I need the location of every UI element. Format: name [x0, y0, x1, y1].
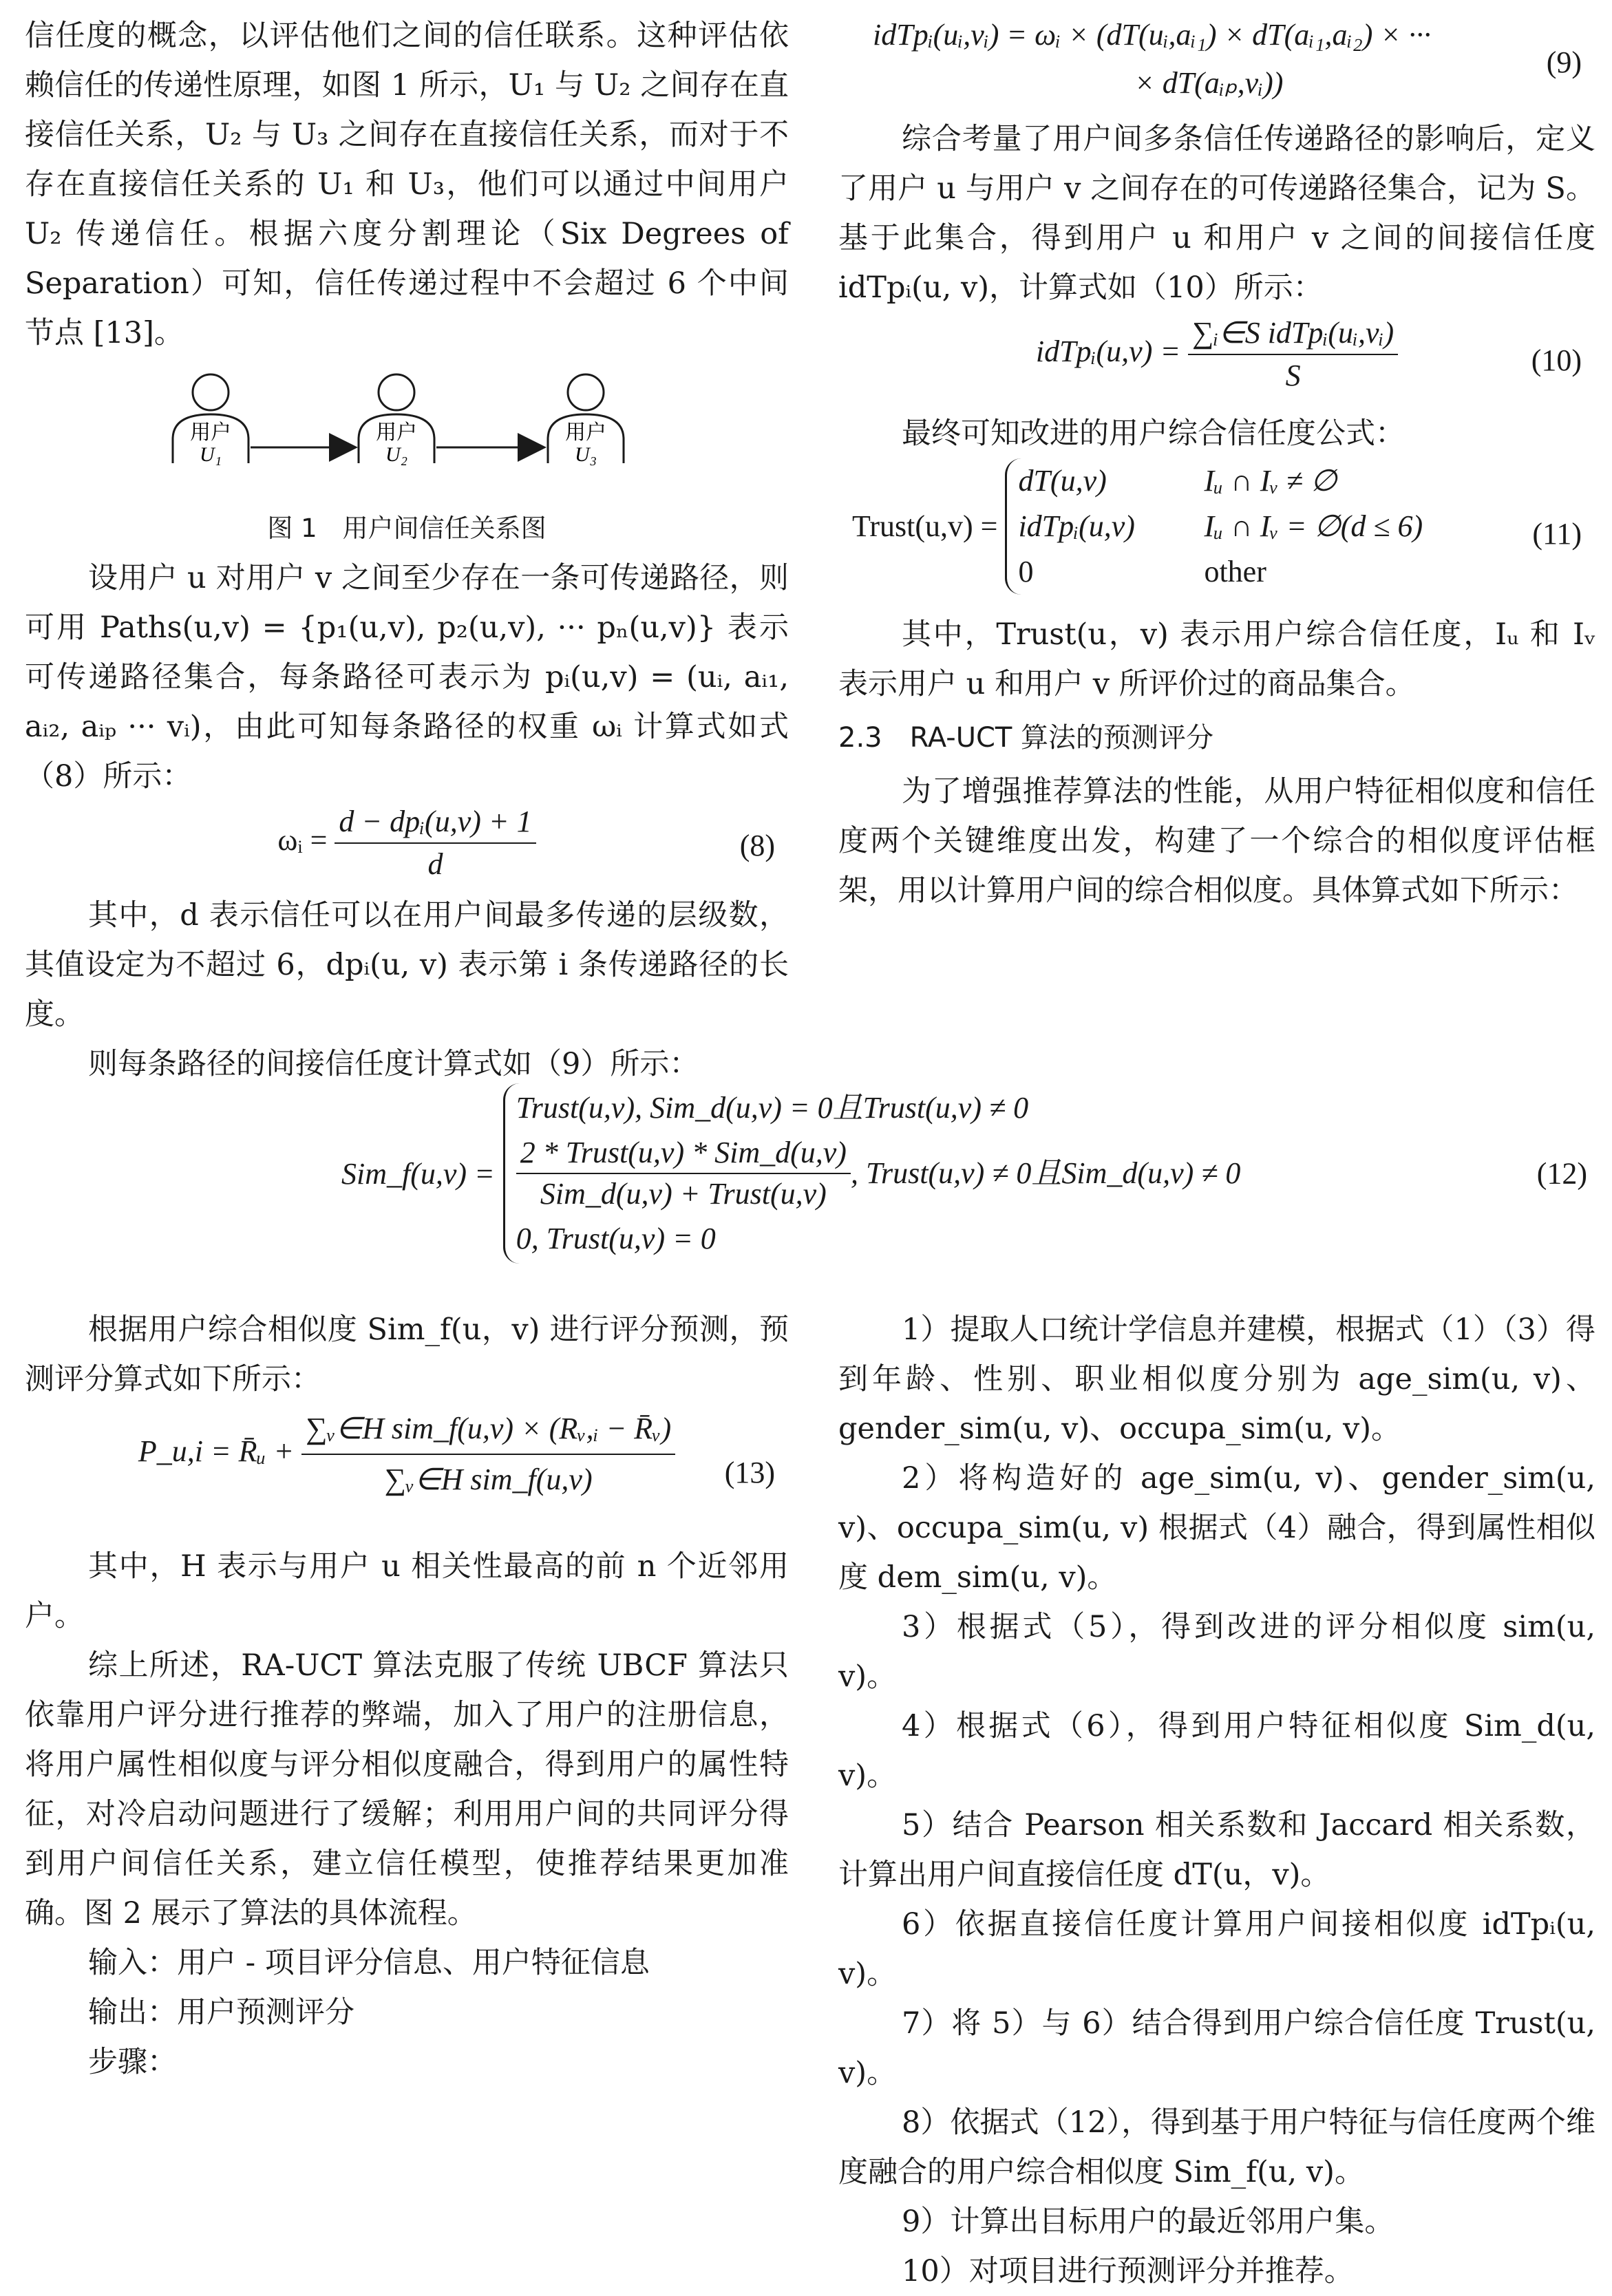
eq-numerator: d − dpᵢ(u,v) + 1: [335, 801, 535, 844]
equation-11: [838, 458, 1595, 610]
output-line: 输出：用户预测评分: [88, 1995, 354, 2030]
eq-denominator: Sim_d(u,v) + Trust(u,v): [540, 1177, 827, 1211]
equation-13: [25, 1404, 789, 1542]
equation-9: [838, 11, 1595, 114]
node-label: 用户: [565, 421, 606, 445]
eq-lhs: idTpᵢ(u,v) =: [1035, 334, 1181, 369]
node-label: 用户: [376, 421, 417, 445]
node-sub: U₂: [385, 443, 408, 466]
eq-numerator: 2 * Trust(u,v) * Sim_d(u,v): [516, 1133, 851, 1174]
node-label: 用户: [190, 421, 231, 445]
eq-cases: [503, 1083, 1241, 1264]
node-sub: U₁: [199, 443, 222, 466]
step-item: 9）计算出目标用户的最近邻用户集。: [902, 2204, 1394, 2239]
equation-10: [838, 312, 1595, 409]
step-item: 10）对项目进行预测评分并推荐。: [902, 2254, 1354, 2288]
eq-numerator: ∑ᵢ∈S idTpᵢ(uᵢ,vᵢ): [1188, 312, 1398, 355]
step-item: 5）结合 Pearson 相关系数和 Jaccard 相关系数，计算出用户间直接信任度 dT(u，v)。: [838, 1808, 1595, 1892]
eq-lhs: P_u,i = R̄ᵤ +: [138, 1434, 295, 1469]
eq-fraction: [1188, 312, 1398, 396]
paragraph: 其中，d 表示信任可以在用户间最多传递的层级数，其值设定为不超过 6，dpᵢ(u, v) 表示第 i 条传递路径的长度。: [25, 898, 789, 1032]
equation-number: (13): [724, 1456, 775, 1489]
figure-caption: 图 1 用户间信任关系图: [267, 513, 547, 543]
eq-line: idTpᵢ(uᵢ,vᵢ) = ωᵢ × (dT(uᵢ,aᵢ₁) × dT(aᵢ₁,aᵢ₂) × ···: [873, 18, 1432, 52]
equation-number: (10): [1531, 343, 1582, 377]
paragraph: 其中，Trust(u，v) 表示用户综合信任度，Iᵤ 和 Iᵥ 表示用户 u 和用户 v 所评价过的商品集合。: [838, 617, 1595, 701]
case-cond: other: [1204, 555, 1266, 588]
case-expr: 0: [1018, 555, 1034, 588]
paragraph: 则每条路径的间接信任度计算式如（9）所示：: [88, 1047, 699, 1081]
equation-12: [25, 1060, 1601, 1287]
step-item: 8）依据式（12），得到基于用户特征与信任度两个维度融合的用户综合相似度 Sim_f(u, v)。: [838, 2105, 1595, 2189]
eq-denominator: d: [427, 847, 443, 881]
eq-lhs: ωᵢ =: [277, 823, 328, 858]
case-cond: , Trust(u,v) ≠ 0且Sim_d(u,v) ≠ 0: [850, 1156, 1241, 1190]
equation-number: (8): [739, 829, 775, 862]
paragraph: 最终可知改进的用户综合信任度公式：: [902, 416, 1405, 451]
eq-fraction: [301, 1404, 675, 1505]
equation-number: (11): [1532, 517, 1582, 551]
case-expr: idTpᵢ(u,v): [1018, 509, 1135, 543]
right-column-bottom: [838, 1305, 1595, 2296]
trust-relation-figure: [25, 370, 789, 508]
left-column-top: [25, 11, 789, 1089]
eq-lhs: Sim_f(u,v) =: [341, 1156, 495, 1191]
case-cond: Iᵤ ∩ Iᵥ = ∅(d ≤ 6): [1204, 509, 1423, 543]
equation-number: (9): [1546, 45, 1582, 79]
paragraph: 其中，H 表示与用户 u 相关性最高的前 n 个近邻用户。: [25, 1549, 789, 1633]
eq-numerator: ∑ᵥ∈H sim_f(u,v) × (Rᵥ,ᵢ − R̄ᵥ): [301, 1404, 675, 1455]
section-heading: 2.3 RA-UCT 算法的预测评分: [838, 722, 1214, 754]
eq-fraction: [335, 801, 535, 885]
case-cond: Iᵤ ∩ Iᵥ ≠ ∅: [1204, 464, 1337, 498]
case-expr: dT(u,v): [1018, 464, 1107, 498]
equation-number: (12): [1536, 1156, 1587, 1191]
paragraph: 为了增强推荐算法的性能，从用户特征相似度和信任度两个关键维度出发，构建了一个综合的相似度评估框架，用以计算用户间的综合相似度。具体算式如下所示：: [838, 774, 1595, 908]
eq-denominator: ∑ᵥ∈H sim_f(u,v): [384, 1463, 593, 1496]
step-item: 1）提取人口统计学信息并建模，根据式（1）（3）得到年龄、性别、职业相似度分别为 age_sim(u, v)、gender_sim(u, v)、occupa_sim(u, v)。: [838, 1312, 1595, 1446]
left-column-bottom: [25, 1305, 789, 2087]
node-sub: U₃: [574, 443, 597, 466]
step-item: 4）根据式（6），得到用户特征相似度 Sim_d(u, v)。: [838, 1709, 1595, 1793]
paragraph: 综上所述，RA-UCT 算法克服了传统 UBCF 算法只依靠用户评分进行推荐的弊端，加入了用户的注册信息，将用户属性相似度与评分相似度融合，得到用户的属性特征，对冷启动问题进行了缓解；利用用户间的共同评分得到用户间信任关系，建立信任模型，使推荐结果更加准确。图 2 展示了算法的具体流程。: [25, 1648, 789, 1931]
case-line: 0, Trust(u,v) = 0: [516, 1222, 716, 1255]
paragraph: 信任度的概念，以评估他们之间的信任联系。这种评估依赖信任的传递性原理，如图 1 所示，U₁ 与 U₂ 之间存在直接信任关系，U₂ 与 U₃ 之间存在直接信任关系，而对于不存在直接信任关系的 U₁ 和 U₃，他们可以通过中间用户 U₂ 传递信任。根据六度分割理论（Six Degrees of Separation）可知，信任传递过程中不会超过 6 个中间节点 [13]。: [25, 19, 789, 350]
eq-line: × dT(aᵢₚ,vᵢ)): [1134, 66, 1284, 100]
step-item: 6）依据直接信任度计算用户间接相似度 idTpᵢ(u, v)。: [838, 1907, 1595, 1991]
eq-denominator: S: [1285, 359, 1301, 392]
paragraph: 综合考量了用户间多条信任传递路径的影响后，定义了用户 u 与用户 v 之间存在的可传递路径集合，记为 S。基于此集合，得到用户 u 和用户 v 之间的间接信任度 idTpᵢ(u, v)，计算式如（10）所示：: [838, 122, 1595, 305]
step-item: 3）根据式（5），得到改进的评分相似度 sim(u, v)。: [838, 1610, 1595, 1694]
right-column-top: [838, 11, 1595, 915]
equation-8: [25, 801, 789, 891]
input-line: 输入：用户 - 项目评分信息、用户特征信息: [88, 1946, 650, 1980]
step-item: 7）将 5）与 6）结合得到用户综合信任度 Trust(u, v)。: [838, 2006, 1595, 2090]
trust-diagram: [25, 370, 789, 508]
eq-fraction: [516, 1133, 851, 1214]
case-line: Trust(u,v), Sim_d(u,v) = 0且Trust(u,v) ≠ 0: [516, 1091, 1029, 1125]
eq-cases: [1005, 458, 1423, 595]
steps-label: 步骤：: [88, 2045, 177, 2079]
paragraph: 根据用户综合相似度 Sim_f(u，v) 进行评分预测，预测评分算式如下所示：: [25, 1312, 789, 1396]
paragraph: 设用户 u 对用户 v 之间至少存在一条可传递路径，则可用 Paths(u,v) = {p₁(u,v), p₂(u,v), ··· pₙ(u,v)} 表示可传递路径集合，每条路径可表示为 pᵢ(u,v) = (uᵢ, aᵢ₁, aᵢ₂, aᵢₚ ··· vᵢ)，由此可知每条路径的权重 ωᵢ 计算式如式（8）所示：: [25, 561, 789, 794]
eq-lhs: Trust(u,v) =: [852, 509, 998, 543]
step-item: 2）将构造好的 age_sim(u, v)、gender_sim(u, v)、occupa_sim(u, v) 根据式（4）融合，得到属性相似度 dem_sim(u, v)。: [838, 1461, 1595, 1595]
